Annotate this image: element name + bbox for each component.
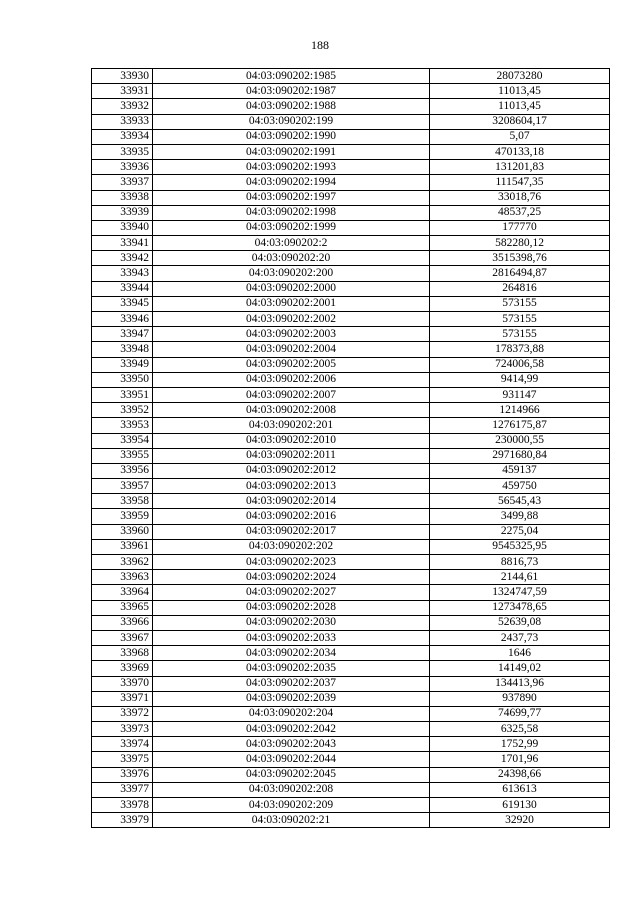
row-number-cell: 33937: [92, 175, 153, 190]
cadastral-value-cell: 111547,35: [430, 175, 610, 190]
cadastral-value-cell: 931147: [430, 387, 610, 402]
cadastral-number-cell: 04:03:090202:2000: [153, 281, 430, 296]
cadastral-number-cell: 04:03:090202:2013: [153, 479, 430, 494]
cadastral-number-cell: 04:03:090202:2023: [153, 555, 430, 570]
cadastral-value-cell: 52639,08: [430, 615, 610, 630]
row-number-cell: 33967: [92, 630, 153, 645]
table-row: [92, 782, 610, 797]
cadastral-value-cell: 573155: [430, 296, 610, 311]
table-row: [92, 236, 610, 251]
table-row: [92, 798, 610, 813]
table-row: [92, 555, 610, 570]
cadastral-number-cell: 04:03:090202:2017: [153, 524, 430, 539]
cadastral-number-cell: 04:03:090202:199: [153, 114, 430, 129]
row-number-cell: 33942: [92, 251, 153, 266]
cadastral-number-cell: 04:03:090202:2030: [153, 615, 430, 630]
row-number-cell: 33951: [92, 387, 153, 402]
page-number: 188: [311, 38, 329, 52]
cadastral-number-cell: 04:03:090202:2014: [153, 494, 430, 509]
cadastral-number-cell: 04:03:090202:2002: [153, 312, 430, 327]
row-number-cell: 33973: [92, 722, 153, 737]
cadastral-number-cell: 04:03:090202:208: [153, 782, 430, 797]
row-number-cell: 33949: [92, 357, 153, 372]
cadastral-number-cell: 04:03:090202:2003: [153, 327, 430, 342]
cadastral-value-cell: 1273478,65: [430, 600, 610, 615]
cadastral-value-cell: 619130: [430, 798, 610, 813]
table-row: [92, 448, 610, 463]
cadastral-number-cell: 04:03:090202:2042: [153, 722, 430, 737]
cadastral-value-cell: 11013,45: [430, 99, 610, 114]
cadastral-number-cell: 04:03:090202:2044: [153, 752, 430, 767]
row-number-cell: 33955: [92, 448, 153, 463]
cadastral-number-cell: 04:03:090202:2039: [153, 691, 430, 706]
cadastral-number-cell: 04:03:090202:204: [153, 706, 430, 721]
row-number-cell: 33939: [92, 205, 153, 220]
cadastral-value-cell: 230000,55: [430, 433, 610, 448]
row-number-cell: 33975: [92, 752, 153, 767]
cadastral-number-cell: 04:03:090202:21: [153, 813, 430, 828]
row-number-cell: 33940: [92, 220, 153, 235]
table-row: [92, 99, 610, 114]
row-number-cell: 33945: [92, 296, 153, 311]
cadastral-number-cell: 04:03:090202:2007: [153, 387, 430, 402]
cadastral-value-table: [91, 68, 610, 828]
cadastral-value-cell: 724006,58: [430, 357, 610, 372]
cadastral-value-cell: 1324747,59: [430, 585, 610, 600]
cadastral-number-cell: 04:03:090202:2027: [153, 585, 430, 600]
row-number-cell: 33958: [92, 494, 153, 509]
row-number-cell: 33943: [92, 266, 153, 281]
cadastral-number-cell: 04:03:090202:2016: [153, 509, 430, 524]
cadastral-number-cell: 04:03:090202:2001: [153, 296, 430, 311]
cadastral-value-cell: 9545325,95: [430, 539, 610, 554]
table-row: [92, 296, 610, 311]
table-row: [92, 585, 610, 600]
row-number-cell: 33974: [92, 737, 153, 752]
row-number-cell: 33946: [92, 312, 153, 327]
cadastral-number-cell: 04:03:090202:200: [153, 266, 430, 281]
row-number-cell: 33950: [92, 372, 153, 387]
row-number-cell: 33977: [92, 782, 153, 797]
row-number-cell: 33947: [92, 327, 153, 342]
cadastral-value-cell: 1276175,87: [430, 418, 610, 433]
cadastral-value-cell: 74699,77: [430, 706, 610, 721]
cadastral-value-cell: 573155: [430, 327, 610, 342]
table-row: [92, 251, 610, 266]
table-row: [92, 69, 610, 84]
cadastral-number-cell: 04:03:090202:2008: [153, 403, 430, 418]
row-number-cell: 33934: [92, 129, 153, 144]
cadastral-value-cell: 2437,73: [430, 630, 610, 645]
cadastral-value-cell: 3499,88: [430, 509, 610, 524]
table-row: [92, 722, 610, 737]
cadastral-number-cell: 04:03:090202:2035: [153, 661, 430, 676]
table-row: [92, 706, 610, 721]
table-row: [92, 129, 610, 144]
table-row: [92, 220, 610, 235]
row-number-cell: 33957: [92, 479, 153, 494]
cadastral-number-cell: 04:03:090202:1985: [153, 69, 430, 84]
table-row: [92, 144, 610, 159]
table-row: [92, 539, 610, 554]
cadastral-number-cell: 04:03:090202:2012: [153, 463, 430, 478]
cadastral-number-cell: 04:03:090202:2006: [153, 372, 430, 387]
table-row: [92, 266, 610, 281]
row-number-cell: 33938: [92, 190, 153, 205]
cadastral-number-cell: 04:03:090202:2037: [153, 676, 430, 691]
row-number-cell: 33933: [92, 114, 153, 129]
row-number-cell: 33964: [92, 585, 153, 600]
cadastral-value-cell: 8816,73: [430, 555, 610, 570]
cadastral-value-cell: 459137: [430, 463, 610, 478]
table-row: [92, 509, 610, 524]
table-row: [92, 84, 610, 99]
table-row: [92, 494, 610, 509]
cadastral-value-cell: 470133,18: [430, 144, 610, 159]
cadastral-value-cell: 48537,25: [430, 205, 610, 220]
table-row: [92, 357, 610, 372]
cadastral-value-cell: 573155: [430, 312, 610, 327]
table-row: [92, 281, 610, 296]
row-number-cell: 33954: [92, 433, 153, 448]
table-row: [92, 190, 610, 205]
row-number-cell: 33961: [92, 539, 153, 554]
cadastral-value-cell: 613613: [430, 782, 610, 797]
cadastral-number-cell: 04:03:090202:2: [153, 236, 430, 251]
row-number-cell: 33969: [92, 661, 153, 676]
cadastral-value-cell: 24398,66: [430, 767, 610, 782]
row-number-cell: 33968: [92, 646, 153, 661]
cadastral-value-cell: 3208604,17: [430, 114, 610, 129]
cadastral-value-cell: 14149,02: [430, 661, 610, 676]
cadastral-number-cell: 04:03:090202:2011: [153, 448, 430, 463]
cadastral-value-cell: 134413,96: [430, 676, 610, 691]
row-number-cell: 33960: [92, 524, 153, 539]
cadastral-value-cell: 28073280: [430, 69, 610, 84]
cadastral-value-cell: 2971680,84: [430, 448, 610, 463]
table-row: [92, 403, 610, 418]
cadastral-value-cell: 56545,43: [430, 494, 610, 509]
cadastral-value-cell: 1701,96: [430, 752, 610, 767]
table-row: [92, 312, 610, 327]
cadastral-number-cell: 04:03:090202:1988: [153, 99, 430, 114]
table-row: [92, 175, 610, 190]
row-number-cell: 33979: [92, 813, 153, 828]
cadastral-number-cell: 04:03:090202:209: [153, 798, 430, 813]
cadastral-number-cell: 04:03:090202:201: [153, 418, 430, 433]
cadastral-number-cell: 04:03:090202:1987: [153, 84, 430, 99]
cadastral-number-cell: 04:03:090202:2043: [153, 737, 430, 752]
table-row: [92, 372, 610, 387]
row-number-cell: 33944: [92, 281, 153, 296]
cadastral-number-cell: 04:03:090202:2034: [153, 646, 430, 661]
cadastral-number-cell: 04:03:090202:202: [153, 539, 430, 554]
row-number-cell: 33932: [92, 99, 153, 114]
table-row: [92, 737, 610, 752]
cadastral-number-cell: 04:03:090202:1999: [153, 220, 430, 235]
row-number-cell: 33936: [92, 160, 153, 175]
cadastral-value-cell: 33018,76: [430, 190, 610, 205]
row-number-cell: 33953: [92, 418, 153, 433]
cadastral-value-cell: 9414,99: [430, 372, 610, 387]
cadastral-value-cell: 178373,88: [430, 342, 610, 357]
cadastral-number-cell: 04:03:090202:1994: [153, 175, 430, 190]
row-number-cell: 33966: [92, 615, 153, 630]
cadastral-number-cell: 04:03:090202:2004: [153, 342, 430, 357]
cadastral-number-cell: 04:03:090202:1998: [153, 205, 430, 220]
cadastral-number-cell: 04:03:090202:1997: [153, 190, 430, 205]
cadastral-value-cell: 2816494,87: [430, 266, 610, 281]
table-row: [92, 676, 610, 691]
table-row: [92, 691, 610, 706]
table-row: [92, 752, 610, 767]
cadastral-value-cell: 6325,58: [430, 722, 610, 737]
row-number-cell: 33965: [92, 600, 153, 615]
table-row: [92, 570, 610, 585]
cadastral-number-cell: 04:03:090202:2005: [153, 357, 430, 372]
table-row: [92, 327, 610, 342]
table-row: [92, 205, 610, 220]
table-row: [92, 433, 610, 448]
cadastral-number-cell: 04:03:090202:1991: [153, 144, 430, 159]
cadastral-number-cell: 04:03:090202:20: [153, 251, 430, 266]
row-number-cell: 33963: [92, 570, 153, 585]
table-row: [92, 615, 610, 630]
table-row: [92, 524, 610, 539]
table-row: [92, 600, 610, 615]
cadastral-value-cell: 2144,61: [430, 570, 610, 585]
table-row: [92, 813, 610, 828]
table-row: [92, 387, 610, 402]
cadastral-value-cell: 11013,45: [430, 84, 610, 99]
cadastral-value-cell: 937890: [430, 691, 610, 706]
row-number-cell: 33935: [92, 144, 153, 159]
table-row: [92, 418, 610, 433]
row-number-cell: 33956: [92, 463, 153, 478]
table-row: [92, 630, 610, 645]
row-number-cell: 33952: [92, 403, 153, 418]
cadastral-value-cell: 1752,99: [430, 737, 610, 752]
cadastral-value-cell: 2275,04: [430, 524, 610, 539]
cadastral-value-cell: 5,07: [430, 129, 610, 144]
table-row: [92, 661, 610, 676]
cadastral-number-cell: 04:03:090202:1993: [153, 160, 430, 175]
row-number-cell: 33976: [92, 767, 153, 782]
cadastral-value-cell: 582280,12: [430, 236, 610, 251]
table-row: [92, 463, 610, 478]
table-row: [92, 479, 610, 494]
row-number-cell: 33948: [92, 342, 153, 357]
cadastral-value-cell: 131201,83: [430, 160, 610, 175]
cadastral-number-cell: 04:03:090202:2028: [153, 600, 430, 615]
row-number-cell: 33941: [92, 236, 153, 251]
table-row: [92, 160, 610, 175]
table-body: [92, 69, 610, 828]
cadastral-value-cell: 1214966: [430, 403, 610, 418]
row-number-cell: 33970: [92, 676, 153, 691]
cadastral-value-cell: 32920: [430, 813, 610, 828]
table-row: [92, 114, 610, 129]
table-row: [92, 342, 610, 357]
row-number-cell: 33962: [92, 555, 153, 570]
row-number-cell: 33972: [92, 706, 153, 721]
row-number-cell: 33971: [92, 691, 153, 706]
cadastral-value-cell: 177770: [430, 220, 610, 235]
cadastral-number-cell: 04:03:090202:2045: [153, 767, 430, 782]
cadastral-value-cell: 264816: [430, 281, 610, 296]
row-number-cell: 33978: [92, 798, 153, 813]
cadastral-number-cell: 04:03:090202:1990: [153, 129, 430, 144]
row-number-cell: 33959: [92, 509, 153, 524]
cadastral-number-cell: 04:03:090202:2033: [153, 630, 430, 645]
table-row: [92, 767, 610, 782]
cadastral-number-cell: 04:03:090202:2010: [153, 433, 430, 448]
table-row: [92, 646, 610, 661]
cadastral-number-cell: 04:03:090202:2024: [153, 570, 430, 585]
row-number-cell: 33930: [92, 69, 153, 84]
cadastral-value-cell: 459750: [430, 479, 610, 494]
row-number-cell: 33931: [92, 84, 153, 99]
cadastral-value-cell: 1646: [430, 646, 610, 661]
cadastral-value-cell: 3515398,76: [430, 251, 610, 266]
